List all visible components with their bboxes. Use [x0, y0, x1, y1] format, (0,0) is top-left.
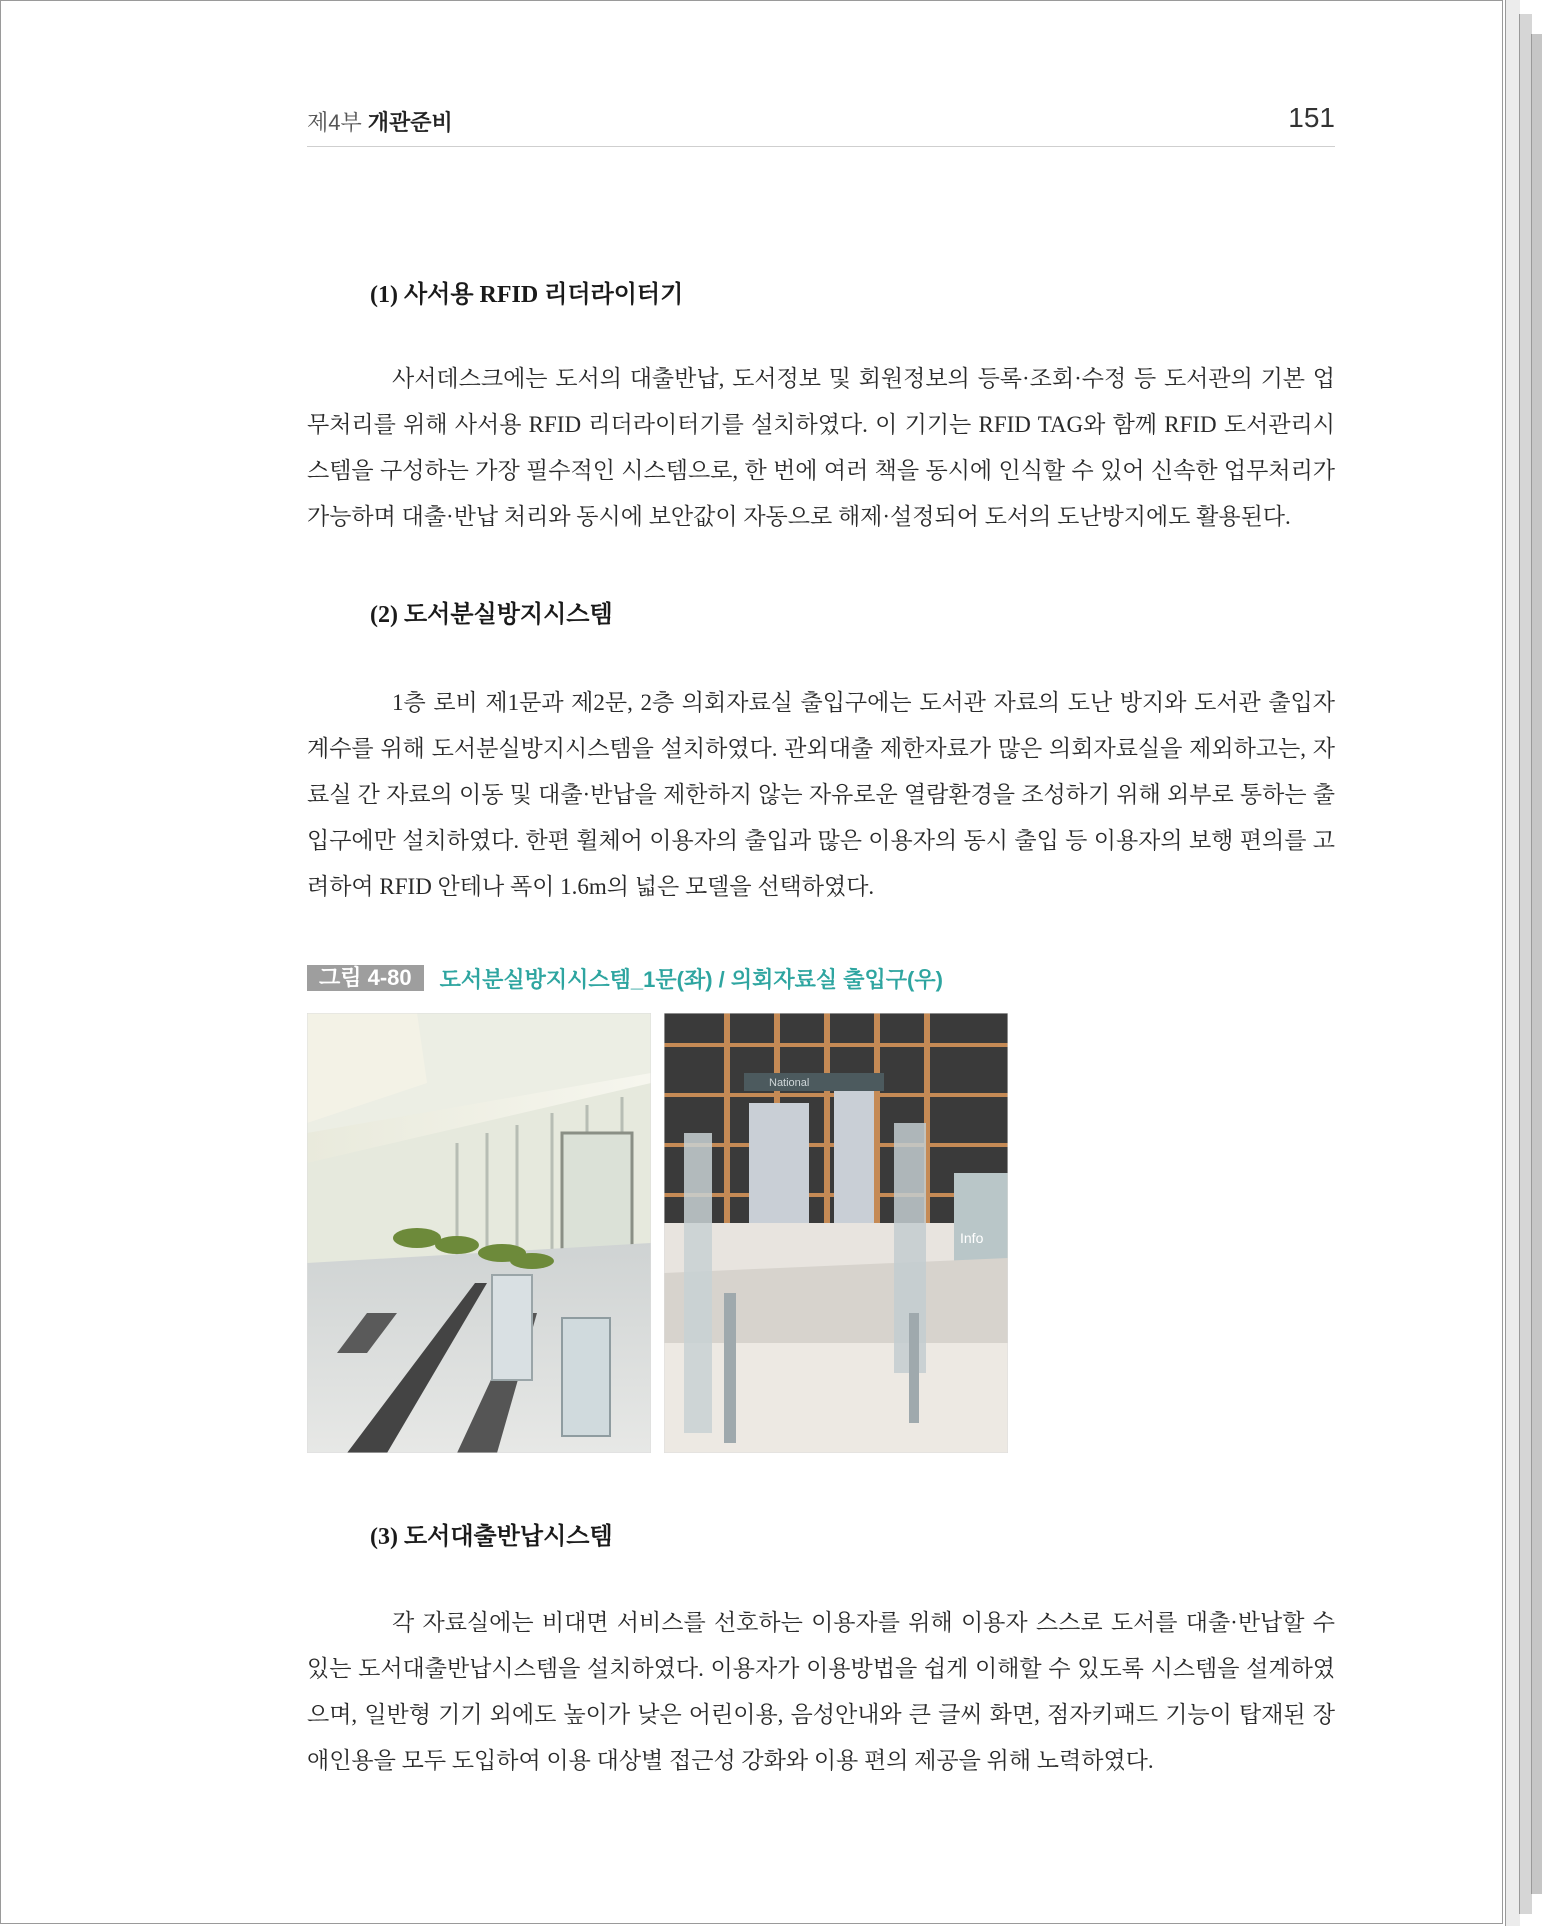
figure-caption — [307, 964, 943, 992]
archive-entrance-photo — [664, 1013, 1008, 1453]
figure-title: 도서분실방지시스템_1문(좌) / 의회자료실 출입구(우) — [439, 966, 943, 992]
lobby-gate-photo — [307, 1013, 651, 1453]
page-number: 151 — [1288, 102, 1335, 133]
sign-national: National — [769, 1077, 810, 1089]
figure-label: 그림 4-80 — [307, 965, 424, 991]
part-label: 제4부 개관준비 — [307, 110, 453, 135]
section-title-2: (2) 도서분실방지시스템 — [370, 602, 613, 628]
running-header — [307, 98, 1335, 147]
section-paragraph-1: 사서데스크에는 도서의 대출반납, 도서정보 및 회원정보의 등록·조회·수정 등 도서관의 기본 업무처리를 위해 사서용 RFID 리더라이터기를 설치하였다. 이 기기는 RFID TAG와 함께 RFID 도서관리시스템을 구성하는 가장 필수적인 시스템으로, 한 번에 여러 책을 동시에 인식할 수 있어 신속한 업무처리가 가능하며 대출·반납 처리와 동시에 보안값이 자동으로 해제·설정되어 도서의 도난방지에도 활용된다. — [307, 366, 1335, 529]
section-paragraph-2: 1층 로비 제1문과 제2문, 2층 의회자료실 출입구에는 도서관 자료의 도난 방지와 도서관 출입자 계수를 위해 도서분실방지시스템을 설치하였다. 관외대출 제한자료가 많은 의회자료실을 제외하고는, 자료실 간 자료의 이동 및 대출·반납을 제한하지 않는 자유로운 열람환경을 조성하기 위해 외부로 통하는 출입구에만 설치하였다. 한편 휠체어 이용자의 출입과 많은 이용자의 동시 출입 등 이용자의 보행 편의를 고려하여 RFID 안테나 폭이 1.6m의 넓은 모델을 선택하였다. — [307, 690, 1335, 899]
section-title-1: (1) 사서용 RFID 리더라이터기 — [370, 282, 684, 308]
section-paragraph-3: 각 자료실에는 비대면 서비스를 선호하는 이용자를 위해 이용자 스스로 도서를 대출·반납할 수 있는 도서대출반납시스템을 설치하였다. 이용자가 이용방법을 쉽게 이해할 수 있도록 시스템을 설계하였으며, 일반형 기기 외에도 높이가 낮은 어린이용, 음성안내와 큰 글씨 화면, 점자키패드 기능이 탑재된 장애인용을 모두 도입하여 이용 대상별 접근성 강화와 이용 편의 제공을 위해 노력하였다. — [307, 1610, 1335, 1773]
page-edge-layer — [1505, 0, 1520, 1926]
sign-info: Info — [960, 1230, 984, 1246]
page-edge-layer — [1531, 34, 1542, 1894]
section-title-3: (3) 도서대출반납시스템 — [370, 1524, 613, 1550]
chapter-title: 개관준비 — [367, 110, 453, 135]
